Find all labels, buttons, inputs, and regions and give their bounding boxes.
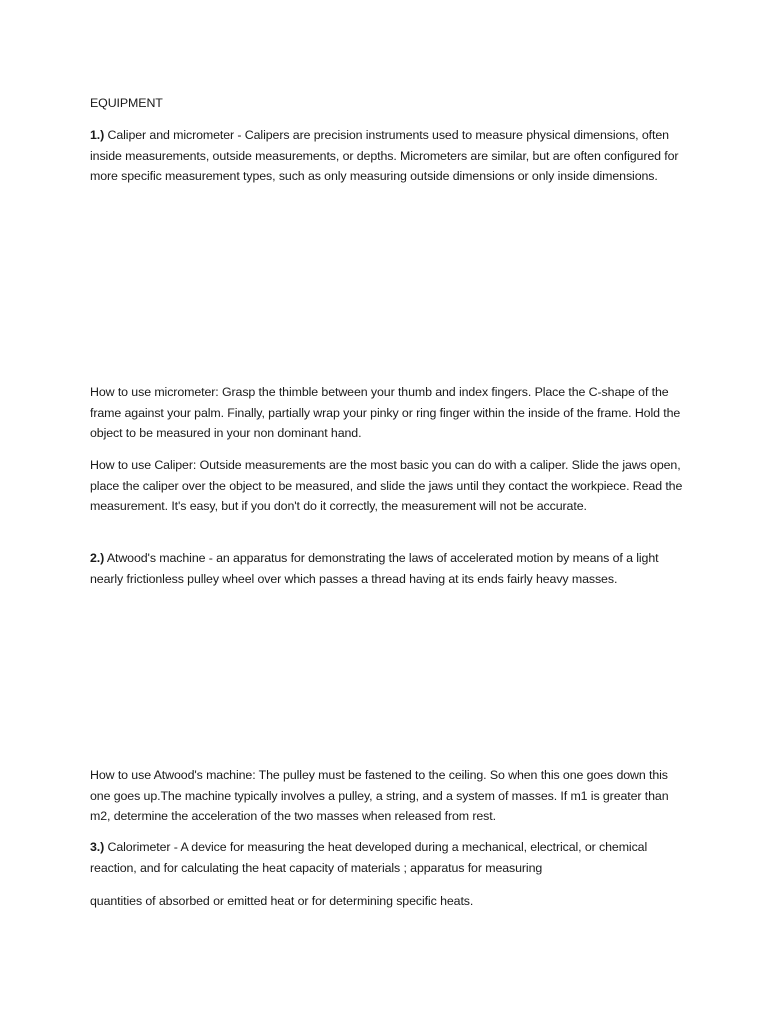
item-text: Caliper and micrometer - Calipers are precision instruments used to measure physical dimensions, often inside measurements, outside measurements, or depths. Micrometers are similar, but are often configured for more specific measurement types, such as only measuring outside dimensions or only inside dimensions. xyxy=(90,128,679,183)
equipment-item-atwood-machine xyxy=(90,548,690,589)
document-heading: EQUIPMENT xyxy=(90,96,163,110)
item-text: Calorimeter - A device for measuring the heat developed during a mechanical, electrical, or chemical reaction, and for calculating the heat capacity of materials ; apparatus for measuring xyxy=(90,840,648,875)
item-number: 2.) xyxy=(90,551,105,565)
caliper-usage-paragraph: How to use Caliper: Outside measurements are the most basic you can do with a caliper. Slide the jaws open, place the caliper over the object to be measured, and slide the jaws until they contact the workpiece. Read the measurement. It's easy, but if you don't do it correctly, the measurement will not be accurate. xyxy=(90,458,683,513)
atwood-usage-paragraph: How to use Atwood's machine: The pulley must be fastened to the ceiling. So when this one goes down this one goes up.The machine typically involves a pulley, a string, and a system of masses. If m1 is greater than m2, determine the acceleration of the two masses when released from rest. xyxy=(90,768,669,823)
item-text: Atwood's machine - an apparatus for demonstrating the laws of accelerated motion by means of a light nearly frictionless pulley wheel over which passes a thread having at its ends fairly heavy masses. xyxy=(90,551,659,586)
item-number: 3.) xyxy=(90,840,105,854)
equipment-item-calorimeter xyxy=(90,837,690,878)
equipment-item-caliper-micrometer xyxy=(90,125,690,187)
item-number: 1.) xyxy=(90,128,105,142)
micrometer-usage-paragraph: How to use micrometer: Grasp the thimble between your thumb and index fingers. Place the C-shape of the frame against your palm. Finally, partially wrap your pinky or ring finger within the inside of the frame. Hold the object to be measured in your non dominant hand. xyxy=(90,385,681,440)
calorimeter-continuation-paragraph: quantities of absorbed or emitted heat or for determining specific heats. xyxy=(90,894,474,908)
